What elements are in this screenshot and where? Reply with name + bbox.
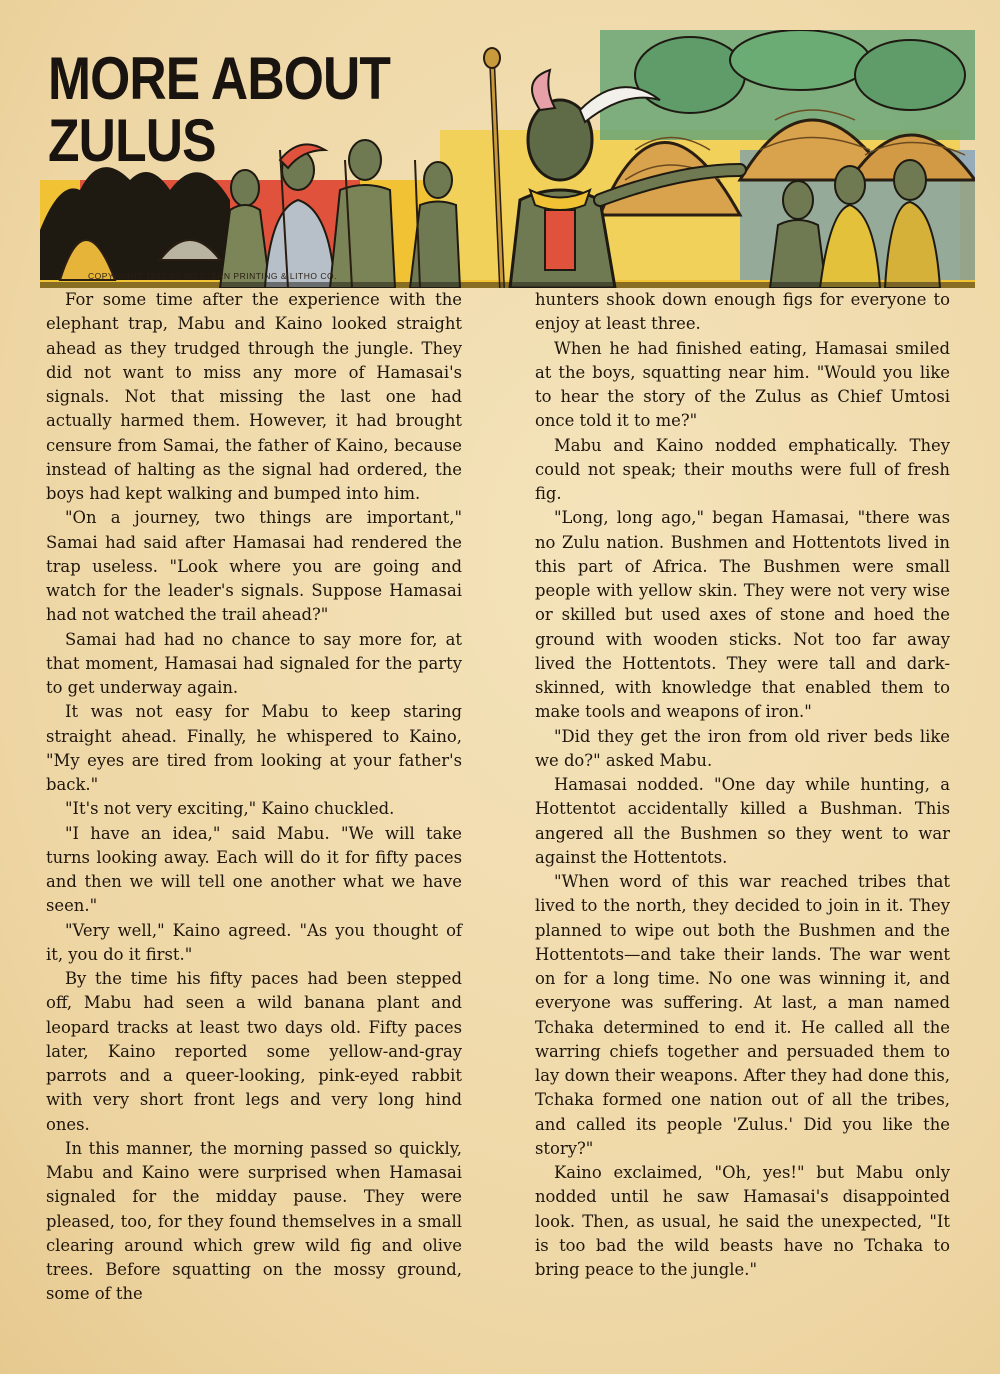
paragraph: Kaino exclaimed, "Oh, yes!" but Mabu only nodded until he saw Hamasai's disappointed look. Then, as usual, he said the unexpected, "It is too bad the wild beasts have no Tchaka to bring peace to the jungle."	[535, 1163, 950, 1279]
header-banner	[40, 30, 975, 288]
paragraph: "I have an idea," said Mabu. "We will take turns looking away. Each will do it for fifty paces and then we will tell one another what we have seen."	[46, 823, 462, 916]
page-title	[48, 45, 391, 174]
paragraph: "Long, long ago," began Hamasai, "there was no Zulu nation. Bushmen and Hottentots lived in this part of Africa. The Bushmen were small people with yellow skin. They were not very wise or skilled but used axes of stone and hoed the ground with wooden sticks. Not too far away lived the Hottentots. They were tall and dark-skinned, with knowledge that enabled them to make tools and weapons of iron."	[535, 508, 950, 722]
paragraph: "Very well," Kaino agreed. "As you thought of it, you do it first."	[46, 920, 462, 964]
title-line-1: MORE ABOUT	[48, 45, 391, 112]
title-line-2: ZULUS	[48, 107, 216, 174]
paragraph: It was not easy for Mabu to keep staring straight ahead. Finally, he whispered to Kaino, "My eyes are tired from looking at your father's back."	[46, 702, 462, 794]
paragraph: When he had finished eating, Hamasai smiled at the boys, squatting near him. "Would you like to hear the story of the Zulus as Chief Umtosi once told it to me?"	[535, 338, 950, 431]
copyright-notice: COPYRIGHT 1957 BY WESTERN PRINTING & LITHO CO.	[88, 271, 337, 281]
paragraph: Hamasai nodded. "One day while hunting, a Hottentot accidentally killed a Bushman. This angered all the Bushmen so they went to war against the Hottentots.	[535, 775, 950, 867]
paragraph: "It's not very exciting," Kaino chuckled.	[65, 799, 395, 819]
paragraph: For some time after the experience with the elephant trap, Mabu and Kaino looked straight ahead as they trudged through the jungle. They did not want to miss any more of Hamasai's signals. Not that missing the last one had actually harmed them. However, it had brought censure from Samai, the father of Kaino, because instead of halting as the signal had ordered, the boys had kept walking and bumped into him.	[46, 290, 462, 503]
paragraph: In this manner, the morning passed so quickly, Mabu and Kaino were surprised when Hamasai signaled for the midday pause. They were pleased, too, for they found themselves in a small clearing around which grew wild fig and olive trees. Before squatting on the mossy ground, some of the	[46, 1138, 462, 1304]
paragraph: Samai had had no chance to say more for, at that moment, Hamasai had signaled for the party to get underway again.	[46, 629, 462, 697]
paragraph: "Did they get the iron from old river beds like we do?" asked Mabu.	[535, 726, 950, 770]
paragraph: "On a journey, two things are important," Samai had said after Hamasai had rendered the trap useless. "Look where you are going and watch for the leader's signals. Suppose Hamasai had not watched the trail ahead?"	[46, 508, 462, 625]
paragraph-continuation: hunters shook down enough figs for everyone to enjoy at least three.	[535, 290, 950, 334]
article-column-right	[535, 288, 950, 1282]
paragraph: "When word of this war reached tribes that lived to the north, they decided to join in it. They planned to wipe out both the Bushmen and the Hottentots—and take their lands. The war went on for a long time. No one was winning it, and everyone was suffering. At last, a man named Tchaka determined to end it. He called all the warring chiefs together and persuaded them to lay down their weapons. After they had done this, Tchaka formed one nation out of all the tribes, and called its people 'Zulus.' Did you like the story?"	[535, 872, 950, 1158]
paragraph: Mabu and Kaino nodded emphatically. They could not speak; their mouths were full of fresh fig.	[535, 435, 950, 503]
article-column-left	[46, 288, 462, 1307]
paragraph: By the time his fifty paces had been stepped off, Mabu had seen a wild banana plant and leopard tracks at least two days old. Fifty paces later, Kaino reported some yellow-and-gray parrots and a queer-looking, pink-eyed rabbit with very short front legs and very long hind ones.	[46, 969, 462, 1134]
